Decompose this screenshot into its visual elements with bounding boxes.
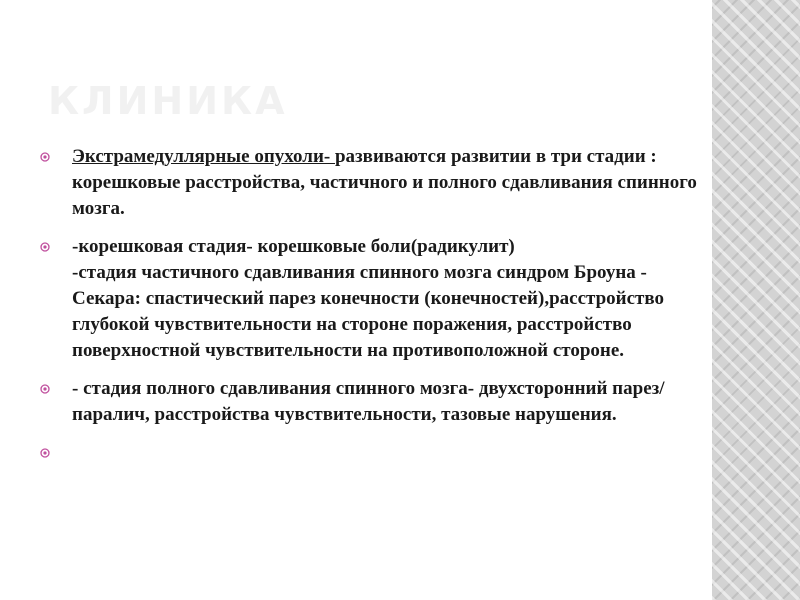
bullet-item [40, 144, 700, 222]
ring-bullet-icon [40, 152, 50, 162]
slide-title: КЛИНИКА [48, 79, 288, 123]
bullet-text [72, 442, 77, 463]
bullet-list [40, 144, 700, 478]
bullet-line: -корешковая стадия- корешковые боли(радикулит) [72, 236, 515, 257]
bullet-lead-text: Экстрамедуллярные опухоли- [72, 146, 335, 167]
bullet-line: -стадия частичного сдавливания спинного мозга синдром Броуна - Секара: спастический парез конечности (конечностей),расстройство глубокой чувствительности на стороне поражения, расстройство поверхностной чувствительности на противоположной стороне. [72, 262, 664, 361]
bullet-item-empty [40, 440, 700, 466]
ring-bullet-icon [40, 384, 50, 394]
bullet-item [40, 234, 700, 364]
ring-bullet-icon [40, 448, 50, 458]
bullet-text: развиваются развитии в три стадии : корешковые расстройства, частичного и полного сдавливания спинного мозга. [72, 146, 697, 219]
bullet-text: - стадия полного сдавливания спинного мозга- двухсторонний парез/ паралич, расстройства чувствительности, тазовые нарушения. [72, 378, 665, 425]
decorative-side-band [712, 0, 800, 600]
ring-bullet-icon [40, 242, 50, 252]
bullet-item [40, 376, 700, 428]
